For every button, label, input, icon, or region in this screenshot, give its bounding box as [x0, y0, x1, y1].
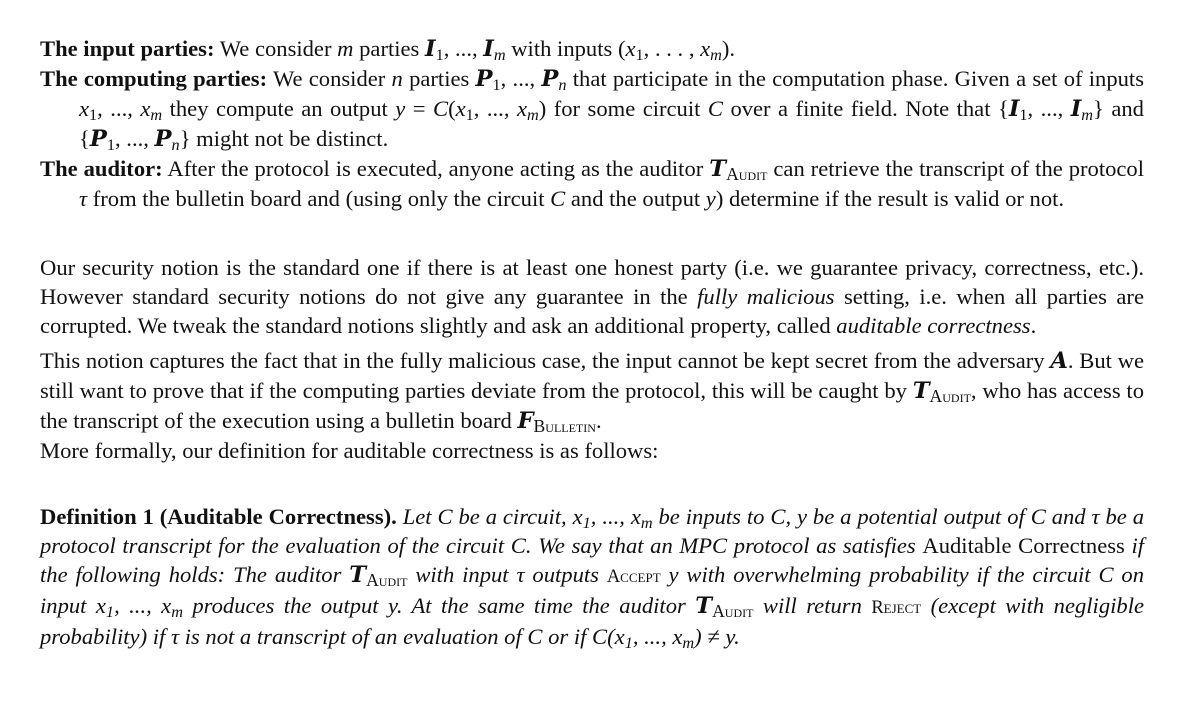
input-parties-text: We consider m parties $I_1$, ..., $I_m$ with inputs ($x_1$, . . . , $x_m$).	[219, 36, 736, 64]
definition-heading: Definition 1 (Auditable Correctness).	[40, 504, 397, 529]
definition-text: Let C be a circuit, $x_1$, ..., $x_m$ be inputs to C, y be a potential output of C and τ be a protocol transcript for the evaluation of the circuit C. We say that an MPC protocol as satisfies Auditable Correctness if the following holds: The auditor TAudit with input τ outputs Accept y with overwhelming probability if the circuit C on input $x_1$, ..., $x_m$ produces the output y. At the same time the auditor TAudit will return Reject (except with negligible probability) if τ is not a transcript of an evaluation of C or if $C(x_1$, ..., $x_m) \ne y$.	[40, 504, 1145, 652]
auditor-label: The auditor:	[40, 156, 163, 181]
security-notion-paragraph: Our security notion is the standard one if there is at least one honest party (i.e. we guarantee privacy, correctness, etc.). However standard security notions do not give any guarantee in the fully malicious setting, i.e. when all parties are corrupted. We tweak the standard notions slightly and ask an additional property, called auditable correctness.	[40, 255, 1144, 338]
definition-block	[40, 502, 1144, 651]
auditor-text: After the protocol is executed, anyone acting as the auditor TAudit can retrieve the transcript of the protocol τ from the bulletin board and (using only the circuit C and the output y) determine if the result is valid or not.	[79, 156, 1145, 211]
auditor-item	[40, 154, 1144, 213]
input-parties-label: The input parties:	[40, 36, 215, 61]
input-parties-item	[40, 34, 1144, 64]
computing-parties-label: The computing parties:	[40, 66, 268, 91]
computing-parties-item	[40, 64, 1144, 154]
document-page	[40, 34, 1144, 651]
computing-parties-text: We consider n parties $P_1$, ..., $P_n$ that participate in the computation phase. Given a set of inputs $x_1$, ..., $x_m$ they compute an output $y = C(x_1$, ..., $x_m$) for some circuit C over a finite field. Note that {$I_1$, ..., $I_m$} and {$P_1$, ..., $P_n$} might not be distinct.	[79, 66, 1144, 154]
more-formally-paragraph: More formally, our definition for auditable correctness is as follows:	[40, 438, 659, 463]
notion-captures-paragraph: This notion captures the fact that in the fully malicious case, the input cannot be kept secret from the adversary A. But we still want to prove that if the computing parties deviate from the protocol, this will be caught by TAudit, who has access to the transcript of the execution using a bulletin board FBulletin.	[40, 348, 1144, 436]
